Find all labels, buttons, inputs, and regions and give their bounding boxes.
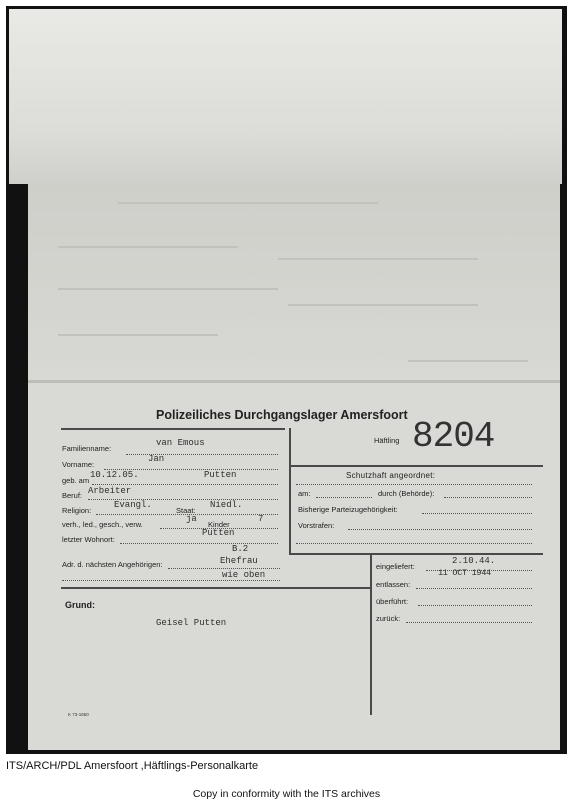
staat-label: Staat: — [176, 506, 196, 515]
familienname-label: Familienname: — [62, 444, 112, 453]
kinder-value: 7 — [258, 514, 264, 524]
beruf-label: Beruf: — [62, 491, 83, 500]
geb-date-value: 10.12.05. — [90, 470, 139, 480]
prisoner-card — [28, 184, 560, 750]
status-box-left-line — [370, 553, 372, 715]
am-label: am: — [298, 489, 311, 498]
vorname-label: Vorname: — [62, 460, 95, 469]
verh-label: verh., led., gesch., verw. — [62, 520, 143, 529]
zurueck-label: zurück: — [376, 614, 401, 623]
conformity-caption: Copy in conformity with the ITS archives — [192, 788, 381, 800]
religion-value: Evangl. — [114, 500, 152, 510]
durch-label: durch (Behörde): — [378, 489, 435, 498]
haeftling-label: Häftling — [374, 436, 400, 445]
archive-caption: ITS/ARCH/PDL Amersfoort ,Häftlings-Personalkarte — [6, 760, 259, 772]
schutzhaft-top-line — [289, 465, 543, 467]
card-reverse-showthrough — [28, 184, 560, 384]
schutzhaft-heading: Schutzhaft angeordnet: — [346, 471, 436, 480]
vorname-value: Jan — [148, 454, 165, 464]
adr-value-1: Ehefrau — [220, 556, 258, 566]
ueberfuehrt-label: überführt: — [376, 597, 409, 606]
fold-crease — [28, 380, 560, 383]
haeftling-number: 8204 — [412, 416, 495, 457]
entlassen-stamp: 11 OCT 1944 — [438, 568, 491, 578]
folded-paper-top — [9, 9, 562, 184]
wohnort-label: letzter Wohnort: — [62, 535, 115, 544]
left-box-right-line — [289, 428, 291, 554]
familienname-value: van Emous — [156, 438, 205, 448]
grund-label: Grund: — [65, 600, 95, 610]
vorstrafen-label: Vorstrafen: — [298, 521, 335, 530]
staat-value: Niedl. — [210, 500, 243, 510]
grund-value: Geisel Putten — [156, 618, 227, 628]
kinder-label: Kinder — [208, 520, 230, 529]
eingeliefert-label: eingeliefert: — [376, 562, 415, 571]
form-number: K 73-1650 — [68, 712, 89, 717]
verh-value: ja — [186, 514, 197, 524]
adr-label: Adr. d. nächsten Angehörigen: — [62, 560, 163, 569]
wohnort-value: Putten — [202, 528, 235, 538]
left-box-top-line — [61, 428, 285, 430]
geb-place-value: Putten — [204, 470, 237, 480]
left-box-bottom-line — [61, 587, 370, 589]
partei-label: Bisherige Parteizugehörigkeit: — [298, 505, 398, 514]
wohnort-extra-value: B.2 — [232, 544, 249, 554]
entlassen-label: entlassen: — [376, 580, 411, 589]
adr-value-2: wie oben — [222, 570, 266, 580]
eingeliefert-value: 2.10.44. — [452, 556, 496, 566]
schutzhaft-bottom-line — [289, 553, 543, 555]
geb-label: geb. am — [62, 476, 90, 485]
beruf-value: Arbeiter — [88, 486, 132, 496]
religion-label: Religion: — [62, 506, 92, 515]
card-title: Polizeiliches Durchgangslager Amersfoort — [156, 408, 408, 422]
